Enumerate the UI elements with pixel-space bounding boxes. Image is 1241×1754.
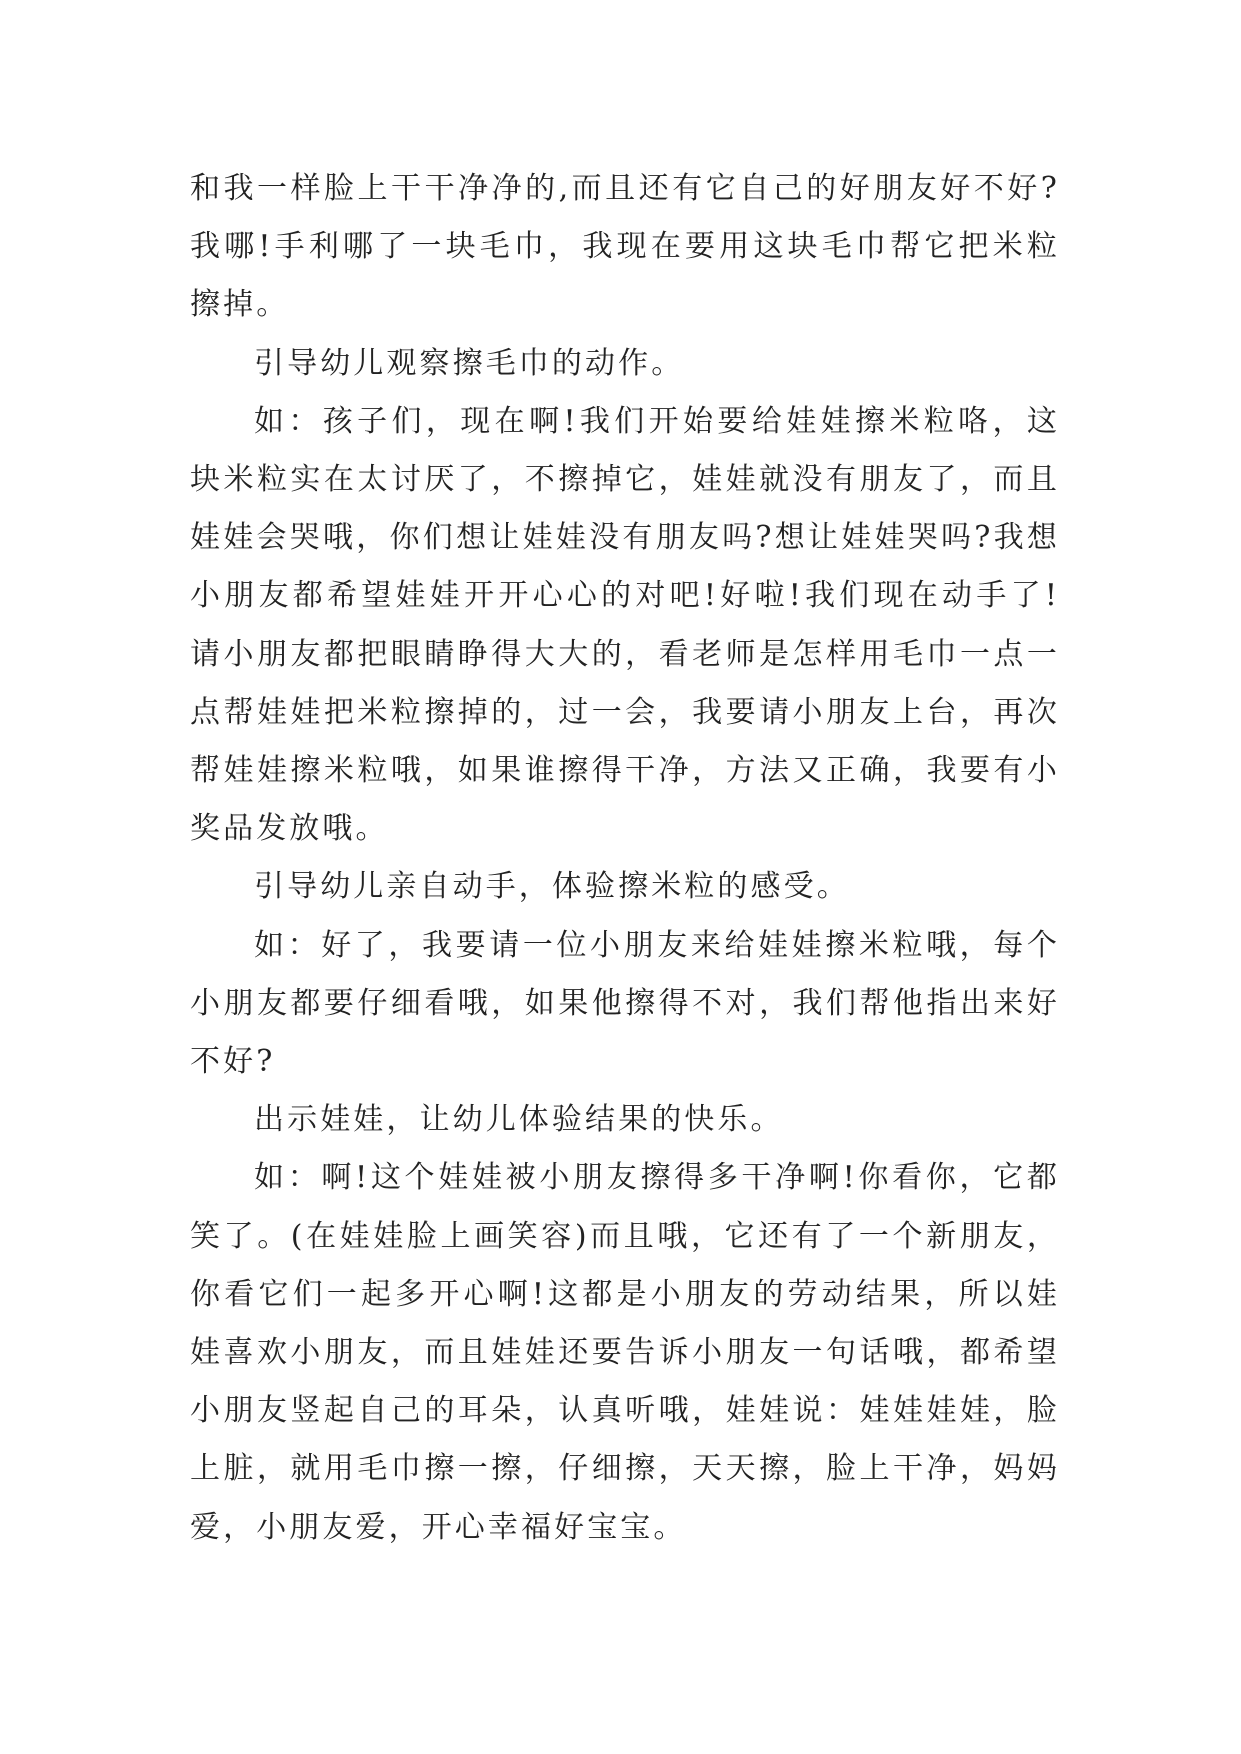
document-body: [190, 160, 1060, 1557]
paragraph-3: 如：孩子们，现在啊!我们开始要给娃娃擦米粒咯，这块米粒实在太讨厌了，不擦掉它，娃娃就没有朋友了，而且娃娃会哭哦，你们想让娃娃没有朋友吗?想让娃娃哭吗?我想小朋友都希望娃娃开开心心的对吧!好啦!我们现在动手了!请小朋友都把眼睛睁得大大的，看老师是怎样用毛巾一点一点帮娃娃把米粒擦掉的，过一会，我要请小朋友上台，再次帮娃娃擦米粒哦，如果谁擦得干净，方法又正确，我要有小奖品发放哦。: [190, 403, 1060, 847]
paragraph-5: 如：好了，我要请一位小朋友来给娃娃擦米粒哦，每个小朋友都要仔细看哦，如果他擦得不对，我们帮他指出来好不好?: [190, 927, 1060, 1080]
paragraph-4: 引导幼儿亲自动手，体验擦米粒的感受。: [254, 869, 850, 905]
paragraph-2: 引导幼儿观察擦毛巾的动作。: [254, 345, 685, 381]
paragraph-7: 如：啊!这个娃娃被小朋友擦得多干净啊!你看你，它都笑了。(在娃娃脸上画笑容)而且哦，它还有了一个新朋友，你看它们一起多开心啊!这都是小朋友的劳动结果，所以娃娃喜欢小朋友，而且娃娃还要告诉小朋友一句话哦，都希望小朋友竖起自己的耳朵，认真听哦，娃娃说：娃娃娃娃，脸上脏，就用毛巾擦一擦，仔细擦，天天擦，脸上干净，妈妈爱，小朋友爱，开心幸福好宝宝。: [190, 1160, 1060, 1545]
paragraph-6: 出示娃娃，让幼儿体验结果的快乐。: [254, 1102, 784, 1138]
paragraph-1: 和我一样脸上干干净净的,而且还有它自己的好朋友好不好?我哪!手利哪了一块毛巾，我现在要用这块毛巾帮它把米粒擦掉。: [190, 171, 1060, 323]
